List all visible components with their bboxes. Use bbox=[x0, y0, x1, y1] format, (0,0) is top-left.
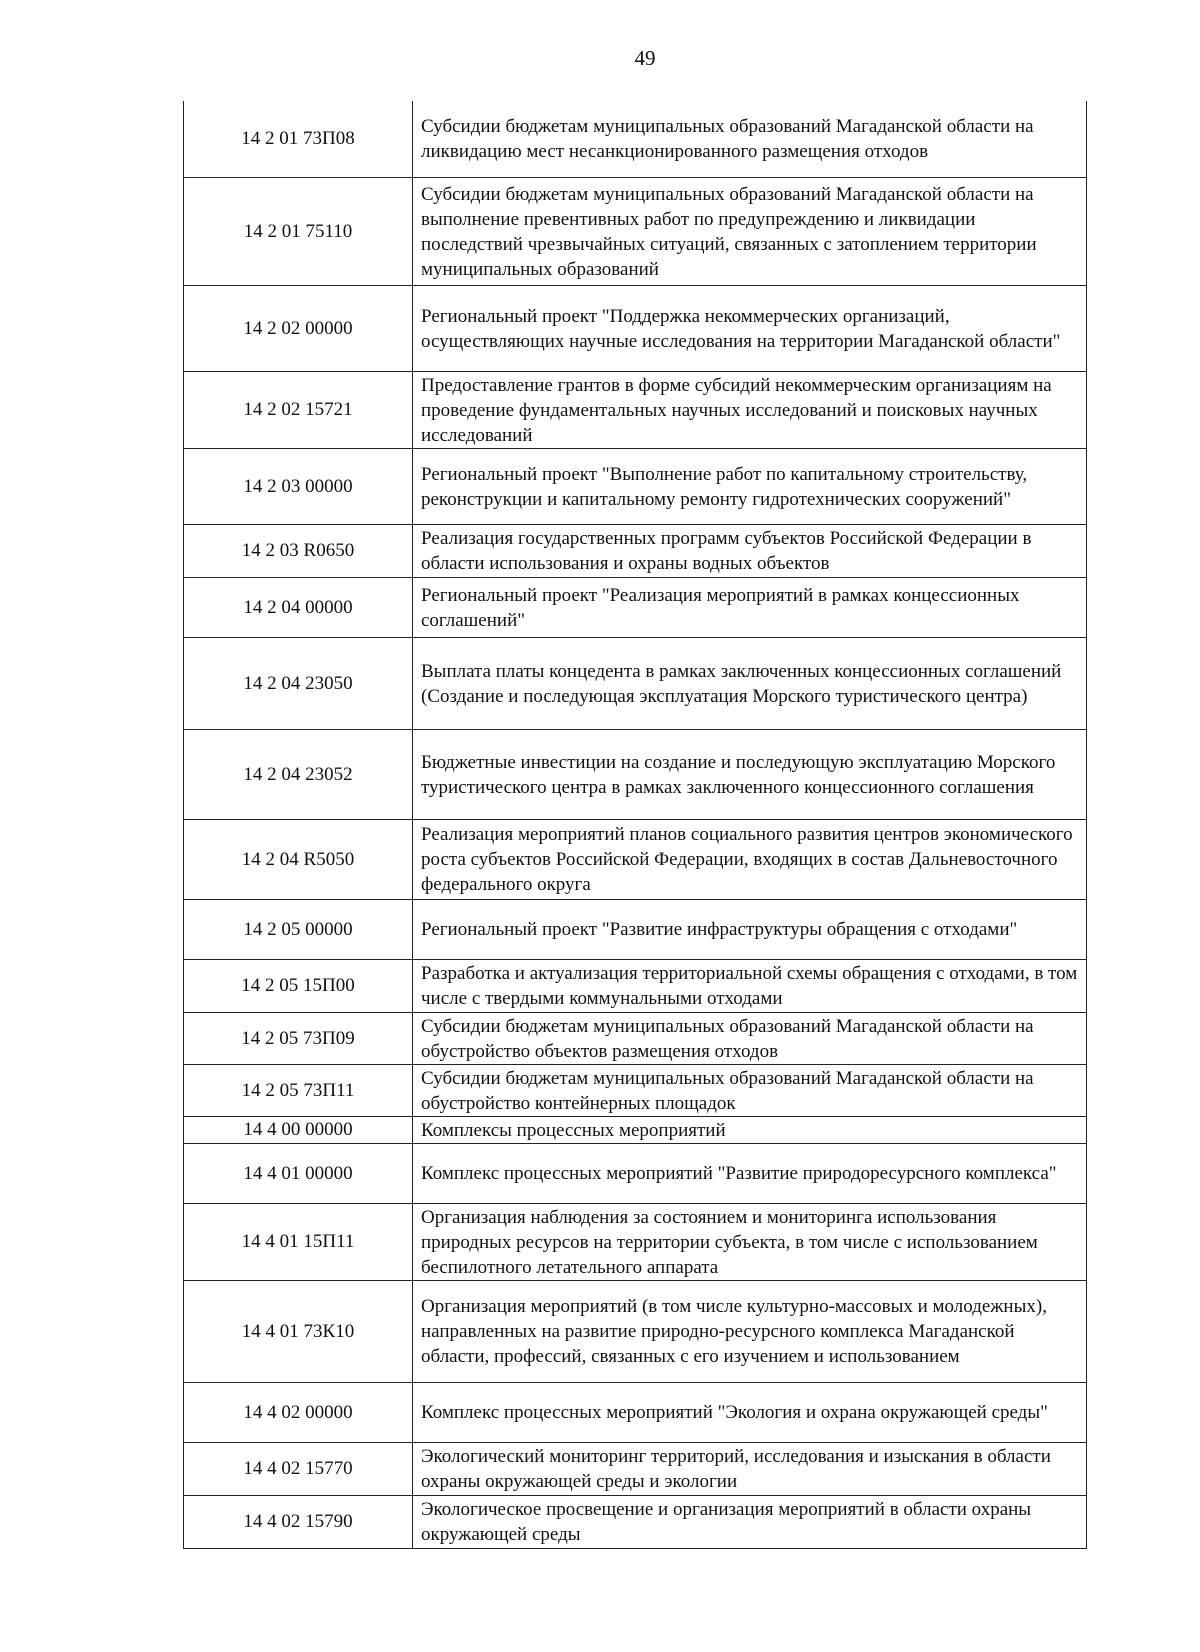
row-code: 14 2 02 15721 bbox=[184, 371, 413, 448]
row-description: Предоставление грантов в форме субсидий некоммерческим организациям на проведение фундаментальных научных исследований и поисковых научных исследований bbox=[413, 371, 1087, 448]
row-description: Субсидии бюджетам муниципальных образований Магаданской области на обустройство объектов размещения отходов bbox=[413, 1012, 1087, 1064]
row-description: Организация наблюдения за состоянием и мониторинга использования природных ресурсов на территории субъекта, в том числе с использованием беспилотного летательного аппарата bbox=[413, 1203, 1087, 1280]
table-row bbox=[184, 285, 1087, 371]
row-code: 14 4 01 73К10 bbox=[184, 1280, 413, 1382]
table-row bbox=[184, 1382, 1087, 1442]
table-row bbox=[184, 448, 1087, 524]
row-code: 14 2 05 73П09 bbox=[184, 1012, 413, 1064]
page-number: 49 bbox=[634, 46, 656, 70]
row-description: Региональный проект "Реализация мероприятий в рамках концессионных соглашений" bbox=[413, 577, 1087, 637]
table-row bbox=[184, 371, 1087, 448]
table-row bbox=[184, 899, 1087, 959]
row-description: Региональный проект "Выполнение работ по капитальному строительству, реконструкции и капитальному ремонту гидротехнических сооружений" bbox=[413, 448, 1087, 524]
table-body bbox=[184, 101, 1087, 1548]
row-description: Субсидии бюджетам муниципальных образований Магаданской области на ликвидацию мест несанкционированного размещения отходов bbox=[413, 101, 1087, 177]
row-description: Разработка и актуализация территориальной схемы обращения с отходами, в том числе с твердыми коммунальными отходами bbox=[413, 959, 1087, 1012]
table-row bbox=[184, 577, 1087, 637]
row-code: 14 4 01 15П11 bbox=[184, 1203, 413, 1280]
table-row bbox=[184, 1203, 1087, 1280]
table-row bbox=[184, 1012, 1087, 1064]
row-description: Субсидии бюджетам муниципальных образований Магаданской области на обустройство контейнерных площадок bbox=[413, 1064, 1087, 1116]
table-row bbox=[184, 101, 1087, 177]
row-code: 14 2 01 75110 bbox=[184, 177, 413, 285]
budget-code-table bbox=[183, 101, 1087, 1549]
row-description: Выплата платы концедента в рамках заключенных концессионных соглашений (Создание и последующая эксплуатация Морского туристического центра) bbox=[413, 637, 1087, 729]
row-code: 14 4 02 00000 bbox=[184, 1382, 413, 1442]
row-code: 14 2 03 00000 bbox=[184, 448, 413, 524]
table-row bbox=[184, 1442, 1087, 1495]
row-code: 14 2 05 00000 bbox=[184, 899, 413, 959]
row-description: Субсидии бюджетам муниципальных образований Магаданской области на выполнение превентивных работ по предупреждению и ликвидации последствий чрезвычайных ситуаций, связанных с затоплением территории муниципальных образований bbox=[413, 177, 1087, 285]
table-row bbox=[184, 1116, 1087, 1143]
table-row bbox=[184, 729, 1087, 819]
row-description: Организация мероприятий (в том числе культурно-массовых и молодежных), направленных на развитие природно-ресурсного комплекса Магаданской области, профессий, связанных с его изучением и использованием bbox=[413, 1280, 1087, 1382]
table-row bbox=[184, 819, 1087, 899]
row-description: Реализация мероприятий планов социального развития центров экономического роста субъектов Российской Федерации, входящих в состав Дальневосточного федерального округа bbox=[413, 819, 1087, 899]
row-description: Комплексы процессных мероприятий bbox=[413, 1116, 1087, 1143]
row-description: Реализация государственных программ субъектов Российской Федерации в области использования и охраны водных объектов bbox=[413, 524, 1087, 577]
row-description: Региональный проект "Поддержка некоммерческих организаций, осуществляющих научные исследования на территории Магаданской области" bbox=[413, 285, 1087, 371]
table-row bbox=[184, 959, 1087, 1012]
table-row bbox=[184, 177, 1087, 285]
table-row bbox=[184, 1143, 1087, 1203]
row-code: 14 4 01 00000 bbox=[184, 1143, 413, 1203]
row-description: Экологическое просвещение и организация мероприятий в области охраны окружающей среды bbox=[413, 1495, 1087, 1548]
table-row bbox=[184, 1280, 1087, 1382]
row-description: Комплекс процессных мероприятий "Экология и охрана окружающей среды" bbox=[413, 1382, 1087, 1442]
row-code: 14 4 02 15790 bbox=[184, 1495, 413, 1548]
row-code: 14 2 04 00000 bbox=[184, 577, 413, 637]
row-code: 14 2 05 73П11 bbox=[184, 1064, 413, 1116]
table-row bbox=[184, 524, 1087, 577]
table-row bbox=[184, 1495, 1087, 1548]
row-description: Экологический мониторинг территорий, исследования и изыскания в области охраны окружающей среды и экологии bbox=[413, 1442, 1087, 1495]
row-code: 14 2 05 15П00 bbox=[184, 959, 413, 1012]
table-row bbox=[184, 1064, 1087, 1116]
row-code: 14 4 02 15770 bbox=[184, 1442, 413, 1495]
row-code: 14 2 04 R5050 bbox=[184, 819, 413, 899]
row-code: 14 2 04 23050 bbox=[184, 637, 413, 729]
row-code: 14 2 02 00000 bbox=[184, 285, 413, 371]
row-code: 14 2 03 R0650 bbox=[184, 524, 413, 577]
row-description: Бюджетные инвестиции на создание и последующую эксплуатацию Морского туристического центра в рамках заключенного концессионного соглашения bbox=[413, 729, 1087, 819]
table-row bbox=[184, 637, 1087, 729]
row-code: 14 2 04 23052 bbox=[184, 729, 413, 819]
row-code: 14 2 01 73П08 bbox=[184, 101, 413, 177]
row-description: Региональный проект "Развитие инфраструктуры обращения с отходами" bbox=[413, 899, 1087, 959]
row-description: Комплекс процессных мероприятий "Развитие природоресурсного комплекса" bbox=[413, 1143, 1087, 1203]
row-code: 14 4 00 00000 bbox=[184, 1116, 413, 1143]
